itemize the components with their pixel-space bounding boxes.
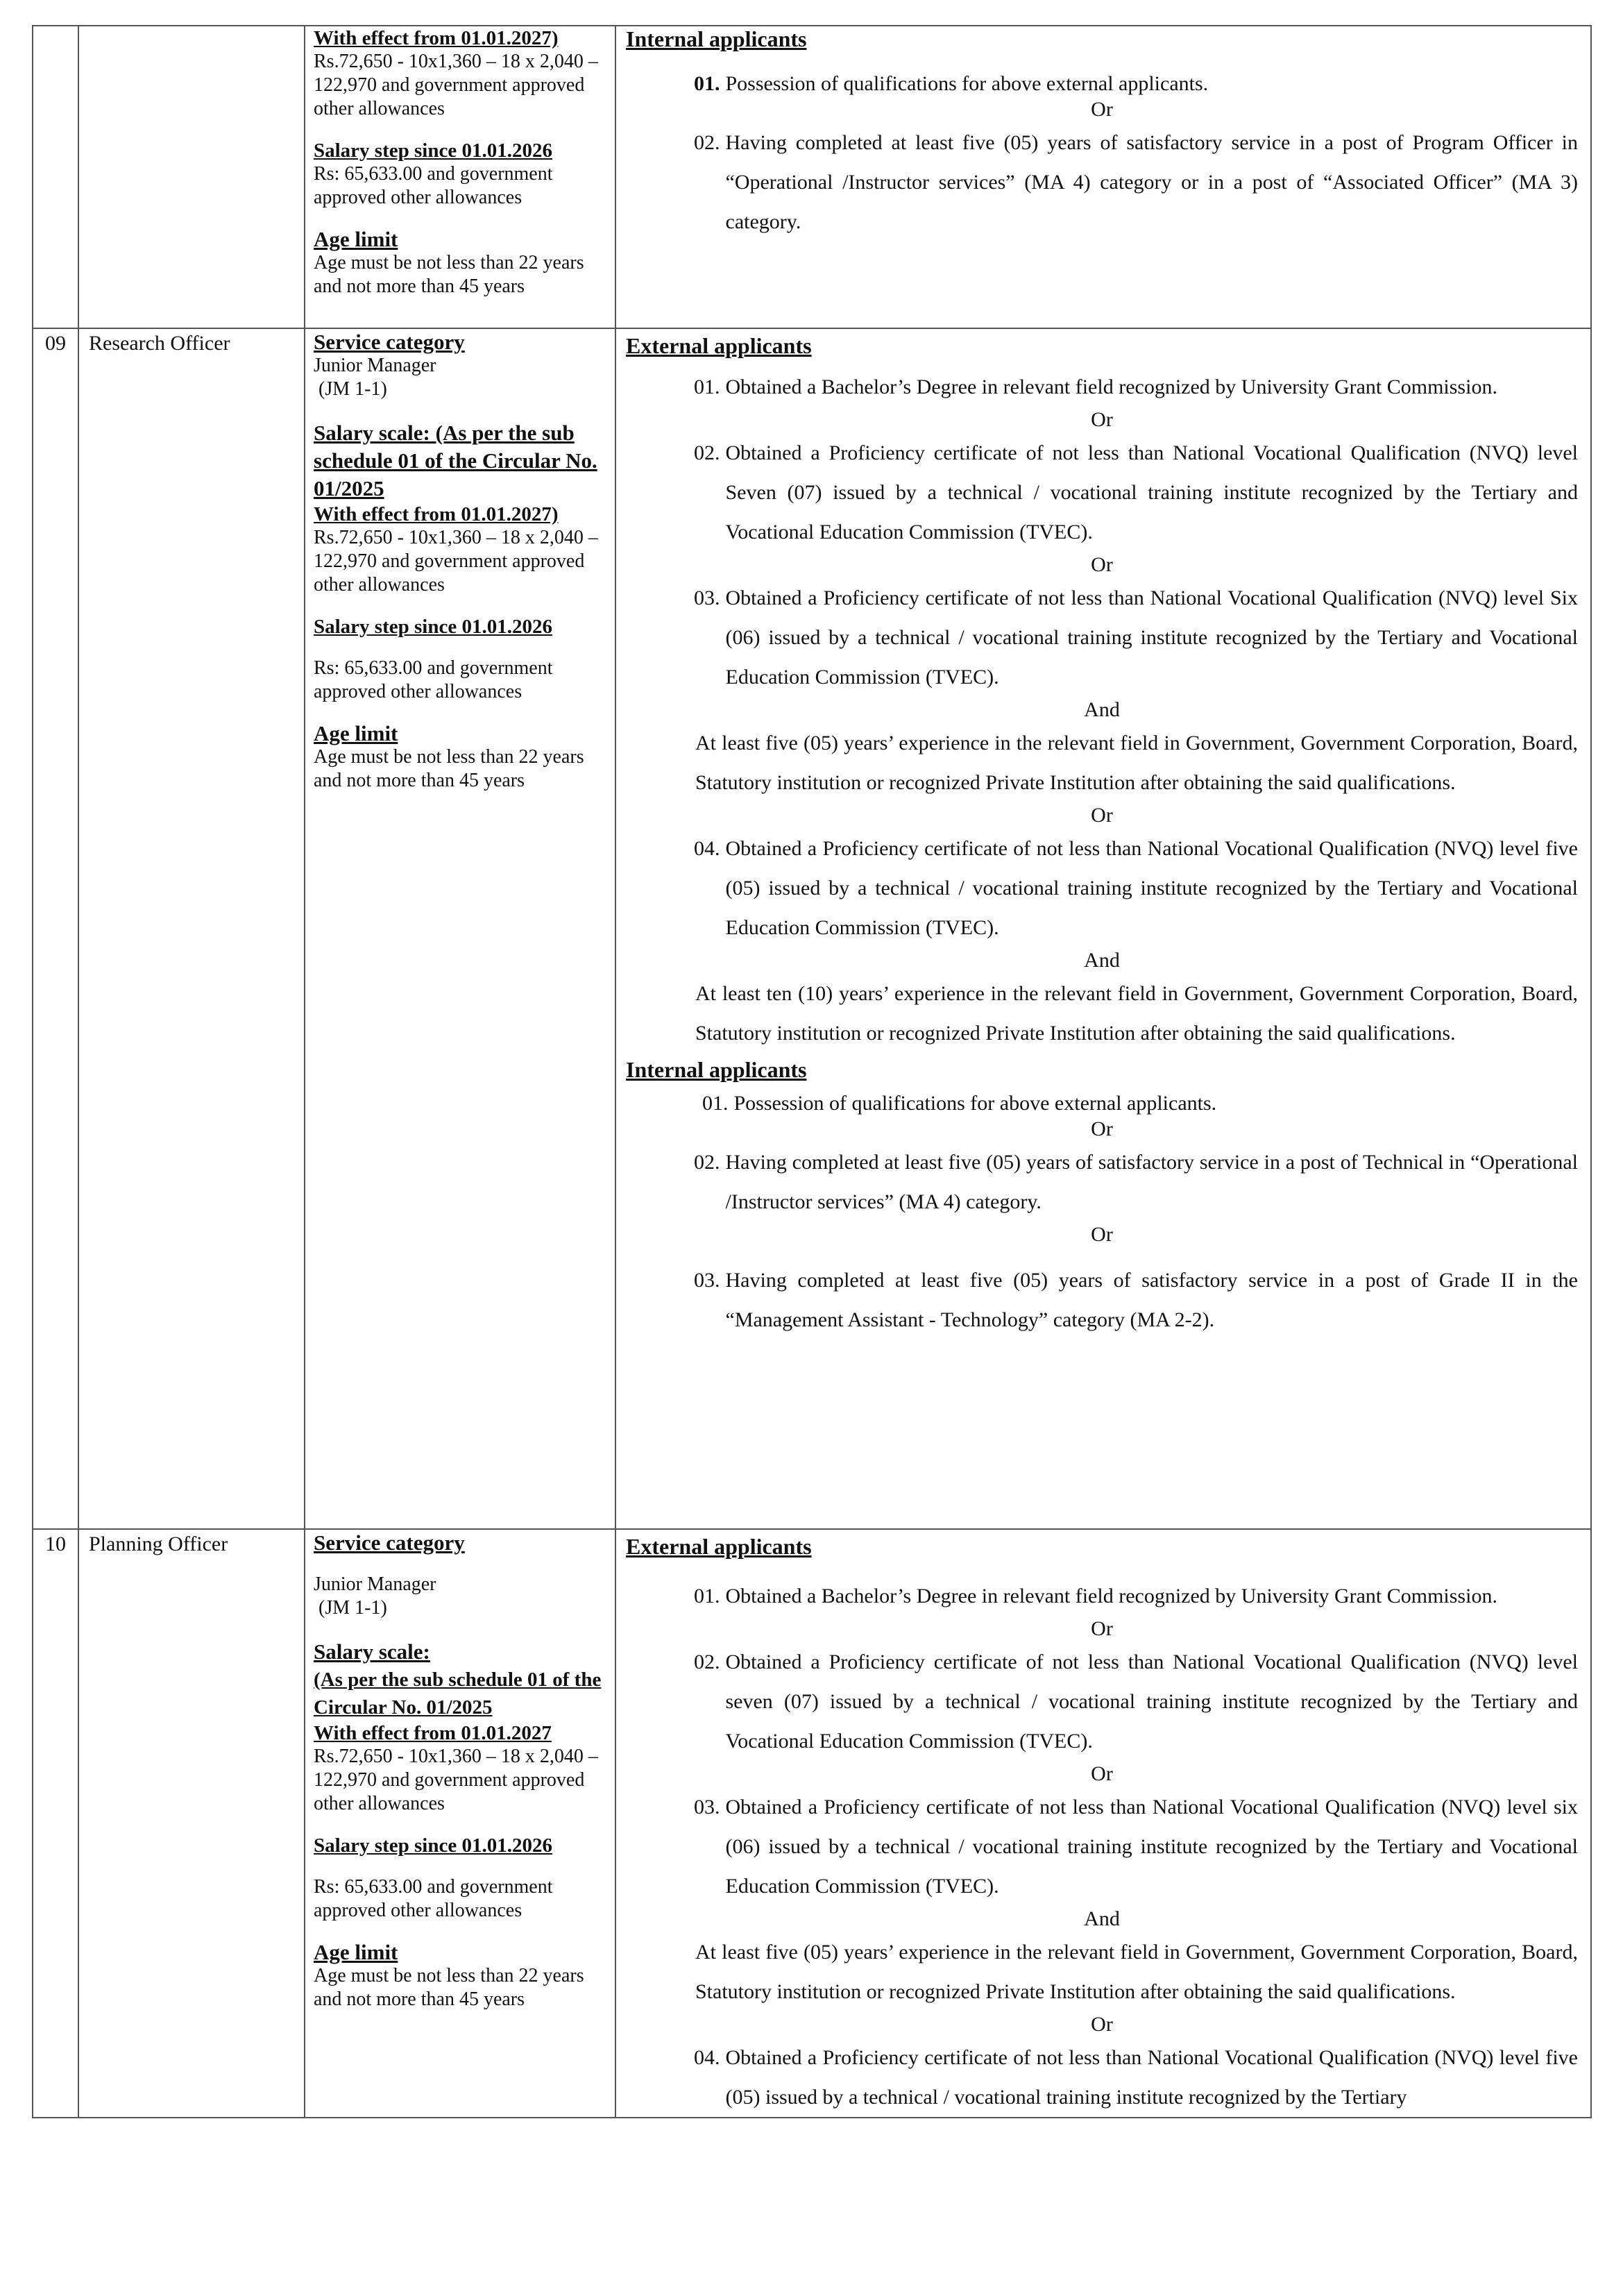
salary-cell bbox=[305, 1529, 615, 2118]
or-separator: Or bbox=[1091, 553, 1113, 576]
list-item bbox=[694, 1576, 1578, 1616]
item-number: 01. bbox=[694, 1585, 720, 1607]
item-number: 04. bbox=[694, 837, 720, 860]
experience-text: At least five (05) years’ experience in the relevant field in Government, Government Corporation, Board, Statutory institution or recognized Private Institution after obtaining the said qualifications. bbox=[695, 732, 1578, 794]
list-item bbox=[694, 71, 1578, 96]
age-limit-heading: Age limit bbox=[314, 227, 398, 251]
and-separator: And bbox=[1084, 1907, 1120, 1930]
service-grade-text: (JM 1-1) bbox=[314, 1597, 387, 1619]
item-text: Obtained a Bachelor’s Degree in relevant field recognized by University Grant Commission. bbox=[725, 375, 1497, 398]
item-text: Obtained a Proficiency certificate of not less than National Vocational Qualification (NVQ) level seven (07) issued by a technical / vocational training institute recognized by the Tertiary and Vocational Education Commission (TVEC). bbox=[725, 1651, 1578, 1753]
item-number: 01. bbox=[702, 1092, 729, 1115]
item-number: 02. bbox=[694, 441, 720, 464]
service-category-text: Junior Manager bbox=[314, 1573, 436, 1595]
item-number: 01. bbox=[694, 72, 720, 95]
service-category-text: Junior Manager bbox=[314, 355, 436, 376]
or-separator: Or bbox=[1091, 804, 1113, 827]
effective-date-heading: With effect from 01.01.2027) bbox=[314, 503, 559, 525]
item-text: Obtained a Proficiency certificate of not less than National Vocational Qualification (NVQ) level Six (06) issued by a technical / vocational training institute recognized by the Tertiary and Vocational Education Commission (TVEC). bbox=[725, 586, 1578, 689]
vacancy-table bbox=[32, 25, 1592, 2118]
effective-date-heading: With effect from 01.01.2027) bbox=[314, 27, 559, 49]
internal-applicants-heading: Internal applicants bbox=[626, 1057, 807, 1082]
experience-text: At least ten (10) years’ experience in the relevant field in Government, Government Corporation, Board, Statutory institution or recognized Private Institution after obtaining the said qualifications. bbox=[695, 982, 1578, 1045]
or-separator: Or bbox=[1091, 1762, 1113, 1785]
salary-step-text: Rs: 65,633.00 and government approved other allowances bbox=[314, 657, 553, 702]
list-item bbox=[694, 367, 1578, 407]
age-limit-text: Age must be not less than 22 years and not more than 45 years bbox=[314, 1965, 584, 2010]
or-separator: Or bbox=[1091, 408, 1113, 431]
or-separator: Or bbox=[1091, 1617, 1113, 1640]
salary-scale-text: Rs.72,650 - 10x1,360 – 18 x 2,040 – 122,970 and government approved other allowances bbox=[314, 1746, 598, 1814]
salary-scale-subheading: (As per the sub schedule 01 of the Circular No. 01/2025 bbox=[314, 1669, 602, 1719]
or-separator: Or bbox=[1091, 1223, 1113, 1246]
item-number: 02. bbox=[694, 1151, 720, 1174]
item-text: Having completed at least five (05) years of satisfactory service in a post of Program Officer in “Operational /Instructor services” (MA 4) category or in a post of “Associated Officer” (MA 3) category. bbox=[725, 131, 1578, 233]
item-number: 03. bbox=[694, 1796, 720, 1818]
external-applicants-heading: External applicants bbox=[626, 333, 812, 358]
item-number: 03. bbox=[694, 586, 720, 609]
row-number: 10 bbox=[33, 1529, 78, 2118]
item-text: Having completed at least five (05) years of satisfactory service in a post of Technical in “Operational /Instructor services” (MA 4) category. bbox=[725, 1151, 1578, 1213]
list-item bbox=[694, 2038, 1578, 2117]
table-row-09 bbox=[33, 328, 1591, 1529]
post-name: Research Officer bbox=[78, 328, 305, 1529]
row-number: 09 bbox=[33, 328, 78, 1529]
age-limit-text: Age must be not less than 22 years and not more than 45 years bbox=[314, 252, 584, 297]
item-number: 04. bbox=[694, 2046, 720, 2069]
item-text: Obtained a Proficiency certificate of not less than National Vocational Qualification (NVQ) level five (05) issued by a technical / vocational training institute recognized by the Tertiary bbox=[725, 2046, 1578, 2109]
or-separator: Or bbox=[1091, 2013, 1113, 2036]
salary-cell bbox=[305, 328, 615, 1529]
and-separator: And bbox=[1084, 949, 1120, 972]
salary-step-heading: Salary step since 01.01.2026 bbox=[314, 1834, 552, 1857]
salary-step-heading: Salary step since 01.01.2026 bbox=[314, 616, 552, 638]
item-number: 02. bbox=[694, 131, 720, 154]
salary-scale-text: Rs.72,650 - 10x1,360 – 18 x 2,040 – 122,970 and government approved other allowances bbox=[314, 527, 598, 596]
list-item bbox=[694, 578, 1578, 697]
item-text: Having completed at least five (05) years of satisfactory service in a post of Grade II in the “Management Assistant - Technology” category (MA 2-2). bbox=[725, 1269, 1578, 1331]
table-row-10 bbox=[33, 1529, 1591, 2118]
item-text: Obtained a Proficiency certificate of not less than National Vocational Qualification (NVQ) level five (05) issued by a technical / vocational training institute recognized by the Tertiary and Vocational Education Commission (TVEC). bbox=[725, 837, 1578, 939]
service-category-heading: Service category bbox=[314, 330, 465, 354]
requirements-cell bbox=[615, 26, 1591, 328]
table-row-continued bbox=[33, 26, 1591, 328]
list-item bbox=[702, 1091, 1578, 1116]
list-item bbox=[694, 1642, 1578, 1761]
internal-applicants-heading: Internal applicants bbox=[626, 26, 807, 51]
post-name: Planning Officer bbox=[78, 1529, 305, 2118]
row-number-cell bbox=[33, 26, 78, 328]
or-separator: Or bbox=[1091, 98, 1113, 121]
salary-step-text: Rs: 65,633.00 and government approved other allowances bbox=[314, 163, 553, 208]
item-text: Possession of qualifications for above external applicants. bbox=[725, 72, 1209, 95]
salary-scale-heading: Salary scale: bbox=[314, 1639, 430, 1664]
effective-date-heading: With effect from 01.01.2027 bbox=[314, 1722, 552, 1744]
experience-text: At least five (05) years’ experience in the relevant field in Government, Government Corporation, Board, Statutory institution or recognized Private Institution after obtaining the said qualifications. bbox=[695, 1941, 1578, 2003]
list-item bbox=[694, 1787, 1578, 1906]
age-limit-heading: Age limit bbox=[314, 1940, 398, 1964]
salary-cell bbox=[305, 26, 615, 328]
age-limit-heading: Age limit bbox=[314, 721, 398, 745]
or-separator: Or bbox=[1091, 1117, 1113, 1140]
requirements-cell bbox=[615, 328, 1591, 1529]
service-category-heading: Service category bbox=[314, 1530, 465, 1555]
requirements-cell bbox=[615, 1529, 1591, 2118]
post-name-cell bbox=[78, 26, 305, 328]
list-item bbox=[694, 829, 1578, 947]
age-limit-text: Age must be not less than 22 years and not more than 45 years bbox=[314, 746, 584, 791]
salary-scale-heading: Salary scale: (As per the sub schedule 01 of the Circular No. 01/2025 bbox=[314, 421, 597, 500]
item-number: 02. bbox=[694, 1651, 720, 1673]
list-item bbox=[694, 1142, 1578, 1222]
service-grade-text: (JM 1-1) bbox=[314, 378, 387, 400]
item-text: Possession of qualifications for above external applicants. bbox=[733, 1092, 1217, 1115]
list-item bbox=[694, 1260, 1578, 1340]
item-text: Obtained a Proficiency certificate of not less than National Vocational Qualification (NVQ) level six (06) issued by a technical / vocational training institute recognized by the Tertiary and Vocational Education Commission (TVEC). bbox=[725, 1796, 1578, 1898]
item-number: 03. bbox=[694, 1269, 720, 1292]
item-number: 01. bbox=[694, 375, 720, 398]
salary-scale-text: Rs.72,650 - 10x1,360 – 18 x 2,040 – 122,970 and government approved other allowances bbox=[314, 51, 598, 119]
item-text: Obtained a Bachelor’s Degree in relevant field recognized by University Grant Commission. bbox=[725, 1585, 1497, 1607]
and-separator: And bbox=[1084, 698, 1120, 721]
salary-step-text: Rs: 65,633.00 and government approved other allowances bbox=[314, 1876, 553, 1921]
salary-step-heading: Salary step since 01.01.2026 bbox=[314, 140, 552, 162]
list-item bbox=[694, 123, 1578, 242]
external-applicants-heading: External applicants bbox=[626, 1534, 812, 1559]
list-item bbox=[694, 433, 1578, 552]
item-text: Obtained a Proficiency certificate of not less than National Vocational Qualification (NVQ) level Seven (07) issued by a technical / vocational training institute recognized by the Tertiary and Vocational Education Commission (TVEC). bbox=[725, 441, 1578, 543]
